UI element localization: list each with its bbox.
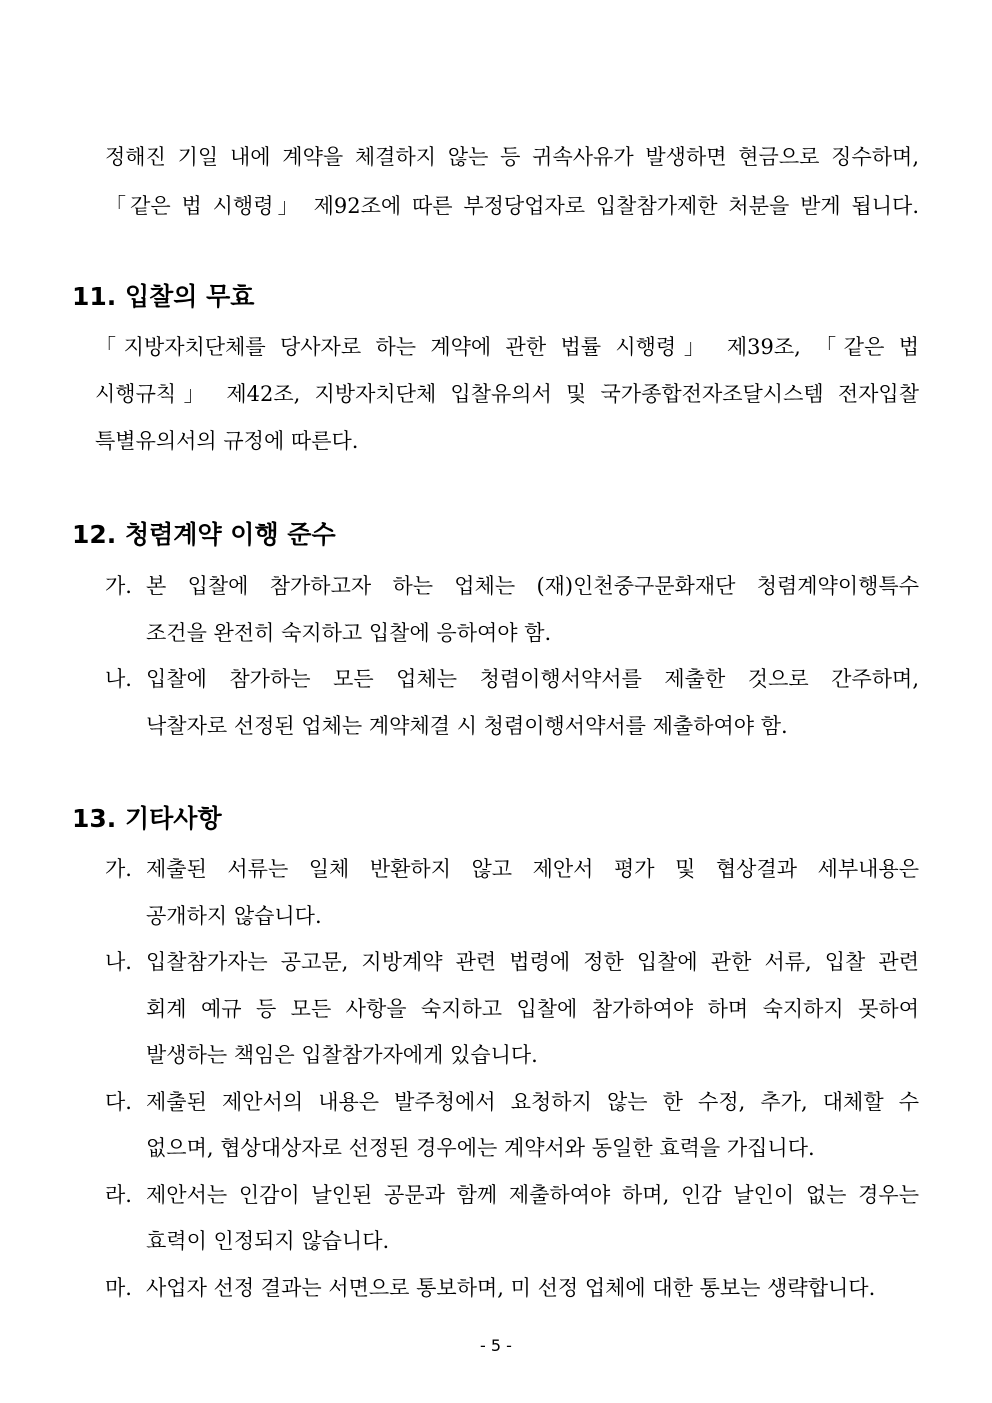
section-13-item-na-line-3: 발생하는 책임은 입찰참가자에게 있습니다.: [146, 1043, 538, 1067]
section-11-line-3: 특별유의서의 규정에 따른다.: [95, 429, 359, 453]
section-12-heading: 12. 청렴계약 이행 준수: [72, 520, 336, 549]
section-13-item-na-marker: 나.: [105, 950, 132, 974]
section-13-item-ga-marker: 가.: [105, 857, 132, 881]
section-13-item-da-line-2: 없으며, 협상대상자로 선정된 경우에는 계약서와 동일한 효력을 가집니다.: [146, 1136, 815, 1160]
section-13-item-da-marker: 다.: [105, 1090, 132, 1114]
section-11-line-2: 시행규칙」 제42조, 지방자치단체 입찰유의서 및 국가종합전자조달시스템 전자입찰: [95, 382, 919, 406]
section-13-item-na-line-1: 입찰참가자는 공고문, 지방계약 관련 법령에 정한 입찰에 관한 서류, 입찰 관련: [146, 950, 919, 974]
section-12-item-na-marker: 나.: [105, 667, 132, 691]
section-12-item-ga-line-1: 본 입찰에 참가하고자 하는 업체는 (재)인천중구문화재단 청렴계약이행특수: [146, 574, 919, 598]
section-13-item-ga-line-1: 제출된 서류는 일체 반환하지 않고 제안서 평가 및 협상결과 세부내용은: [146, 857, 919, 881]
section-11-line-1: 「지방자치단체를 당사자로 하는 계약에 관한 법률 시행령」 제39조, 「같은 법: [95, 335, 919, 359]
section-13-item-ra-line-2: 효력이 인정되지 않습니다.: [146, 1229, 390, 1253]
section-12-item-ga-marker: 가.: [105, 574, 132, 598]
page-number: - 5 -: [480, 1336, 512, 1355]
intro-line-2: 「같은 법 시행령」 제92조에 따른 부정당업자로 입찰참가제한 처분을 받게 됩니다.: [105, 194, 919, 218]
section-11-heading: 11. 입찰의 무효: [72, 282, 255, 311]
section-13-item-ma-marker: 마.: [105, 1276, 132, 1300]
section-13-item-ra-marker: 라.: [105, 1183, 132, 1207]
section-12-item-na-line-1: 입찰에 참가하는 모든 업체는 청렴이행서약서를 제출한 것으로 간주하며,: [146, 667, 919, 691]
section-13-item-ma-line-1: 사업자 선정 결과는 서면으로 통보하며, 미 선정 업체에 대한 통보는 생략합니다.: [146, 1276, 876, 1300]
section-13-heading: 13. 기타사항: [72, 804, 222, 833]
section-12-item-ga-line-2: 조건을 완전히 숙지하고 입찰에 응하여야 함.: [146, 621, 552, 645]
section-13-item-ga-line-2: 공개하지 않습니다.: [146, 904, 322, 928]
section-12-item-na-line-2: 낙찰자로 선정된 업체는 계약체결 시 청렴이행서약서를 제출하여야 함.: [146, 714, 788, 738]
section-13-item-na-line-2: 회계 예규 등 모든 사항을 숙지하고 입찰에 참가하여야 하며 숙지하지 못하여: [146, 997, 919, 1021]
section-13-item-ra-line-1: 제안서는 인감이 날인된 공문과 함께 제출하여야 하며, 인감 날인이 없는 경우는: [146, 1183, 919, 1207]
section-13-item-da-line-1: 제출된 제안서의 내용은 발주청에서 요청하지 않는 한 수정, 추가, 대체할 수: [146, 1090, 919, 1114]
intro-line-1: 정해진 기일 내에 계약을 체결하지 않는 등 귀속사유가 발생하면 현금으로 징수하며,: [105, 145, 919, 169]
